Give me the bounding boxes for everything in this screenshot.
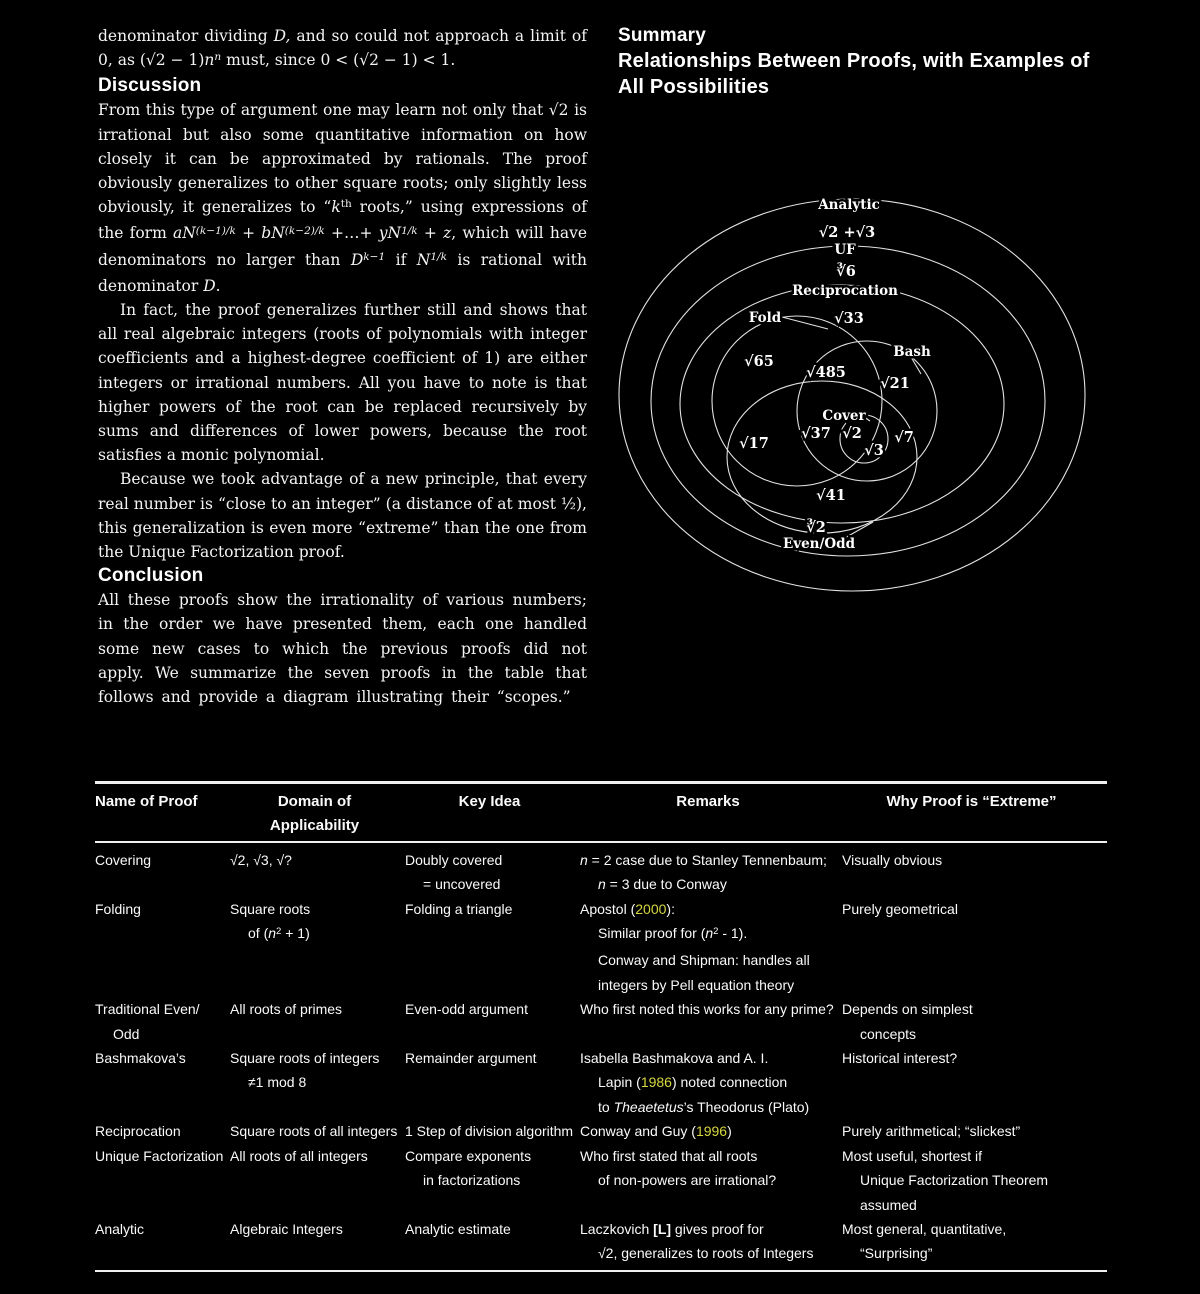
bash-circle	[797, 341, 937, 481]
table-cell-line	[842, 1168, 1101, 1192]
table-cell-line	[405, 997, 574, 1021]
text-segment: bN	[261, 224, 285, 243]
text-segment: Historical interest?	[842, 1050, 958, 1067]
text-segment: Theaetetus	[613, 1098, 684, 1115]
text-segment: Folding	[95, 900, 141, 917]
uf-label: UF	[834, 242, 856, 258]
table-cell-remarks	[580, 1217, 842, 1266]
text-segment: 2	[713, 925, 719, 937]
table-cell-name	[95, 997, 230, 1046]
text-segment: √2, √3, √?	[230, 851, 292, 868]
text-segment: , which will have denominators no larger than	[98, 224, 587, 269]
bash-label: Bash	[893, 344, 931, 360]
table-cell-domain	[230, 1144, 405, 1168]
sqrt21-label: √21	[880, 375, 910, 392]
text-segment: N	[416, 250, 431, 269]
table-cell-line	[842, 1022, 1101, 1046]
discussion-heading: Discussion	[98, 75, 202, 97]
text-segment: Traditional Even/	[95, 1001, 200, 1018]
header-label: Key Idea	[458, 793, 521, 810]
text-segment: Square roots	[230, 900, 311, 917]
text-segment: of (	[248, 925, 269, 942]
text-segment: Even-odd argument	[405, 1001, 528, 1018]
text-segment: Square roots of all integers	[230, 1123, 398, 1140]
analytic-label: Analytic	[818, 197, 880, 213]
text-segment: 1 Step of division algorithm	[405, 1123, 574, 1140]
text-segment: assumed	[860, 1196, 917, 1213]
sqrt3-label: √3	[864, 442, 884, 459]
text-segment: )	[727, 1123, 732, 1140]
text-segment: Unique Factorization	[95, 1147, 224, 1164]
text-segment: n	[204, 51, 215, 70]
table-cell-key	[405, 997, 580, 1021]
summary-heading: Summary	[618, 25, 706, 46]
table-bottom-rule	[95, 1270, 1107, 1272]
table-cell-line	[405, 1168, 574, 1192]
text-segment: gives proof for	[671, 1220, 764, 1237]
sqrt2-label: √2	[842, 425, 862, 442]
table-cell-key	[405, 1119, 580, 1143]
sqrt37-label: √37	[801, 425, 831, 442]
text-segment: In fact, the proof generalizes further still and shows that all real algebraic integers (roots of polynomials with integer coefficients and a highest-degree coefficient of 1) are either integers or irrational numbers. All you have to note is that higher powers of the root can be replaced recursively by sums and differences of lower powers, because the root satisfies a monic polynomial.	[98, 301, 587, 465]
text-segment: = 3 due to Conway	[605, 876, 727, 893]
text-segment: Reciprocation	[95, 1123, 181, 1140]
text-segment: Covering	[95, 851, 152, 868]
text-segment: aN	[172, 224, 196, 243]
sqrt33-label: √33	[834, 310, 864, 327]
table-cell-name	[95, 1046, 230, 1070]
table-cell-remarks	[580, 848, 842, 897]
table-cell-line	[230, 1217, 399, 1241]
text-segment: Conway and Guy (	[580, 1123, 696, 1140]
table-row	[95, 1119, 1107, 1143]
table-cell-key	[405, 1144, 580, 1193]
table-cell-line	[230, 897, 399, 921]
text-segment: th	[340, 198, 352, 211]
table-cell-line	[580, 1168, 836, 1192]
text-segment: Who first stated that all roots	[580, 1147, 758, 1164]
text-segment: D,	[273, 27, 291, 45]
text-segment: All roots of all integers	[230, 1147, 368, 1164]
reciprocation-label: Reciprocation	[792, 283, 898, 299]
table-cell-line	[95, 1217, 224, 1241]
text-segment: is rational with denominator	[98, 250, 587, 295]
table-cell-key	[405, 897, 580, 921]
table-cell-remarks	[580, 997, 842, 1021]
text-segment: Lapin (	[598, 1074, 641, 1091]
table-cell-line	[230, 1144, 399, 1168]
header-domain-of-applicability	[230, 790, 405, 839]
table-cell-key	[405, 1217, 580, 1241]
table-cell-line	[95, 997, 224, 1021]
table-header-row	[95, 790, 1107, 839]
table-cell-line	[580, 1046, 836, 1070]
table-cell-line	[842, 897, 1101, 921]
sqrt485-label: √485	[806, 364, 846, 381]
text-segment: Algebraic Integers	[230, 1220, 343, 1237]
text-segment: Analytic estimate	[405, 1220, 511, 1237]
table-cell-line	[405, 1119, 574, 1143]
text-segment: to	[598, 1098, 614, 1115]
discussion-paragraph-2	[98, 298, 587, 467]
header-label: Domain of	[277, 793, 352, 810]
text-segment: n	[214, 51, 222, 64]
table-cell-line	[580, 897, 836, 921]
table-cell-line	[580, 973, 836, 997]
table-cell-line	[580, 1119, 836, 1143]
text-segment: Most useful, shortest if	[842, 1147, 983, 1164]
text-segment: if	[385, 250, 417, 269]
table-cell-line	[95, 1144, 224, 1168]
right-column	[618, 24, 1107, 100]
sqrt65-label: √65	[744, 353, 774, 370]
text-segment: yN	[378, 224, 402, 243]
even-odd-ellipse	[727, 381, 917, 533]
text-segment: n	[598, 876, 606, 893]
text-segment: ’s Theodorus (Plato)	[683, 1098, 810, 1115]
table-cell-remarks	[580, 897, 842, 998]
text-segment: Depends on simplest	[842, 1001, 973, 1018]
table-cell-line	[580, 1217, 836, 1241]
text-segment: in factorizations	[423, 1172, 521, 1189]
cbrt2-label: ∛2	[806, 519, 826, 536]
cover-label: Cover	[822, 408, 866, 424]
text-segment: [L]	[653, 1220, 672, 1237]
text-segment: 1986	[640, 1074, 672, 1091]
sqrt7-label: √7	[894, 429, 914, 446]
table-cell-line	[95, 1046, 224, 1070]
table-cell-line	[580, 1144, 836, 1168]
text-segment: n	[580, 851, 588, 868]
text-segment: .	[215, 276, 221, 295]
table-cell-domain	[230, 1119, 405, 1143]
text-segment: Conway and Shipman: handles all	[598, 952, 810, 969]
table-cell-name	[95, 1217, 230, 1241]
table-row	[95, 1217, 1107, 1266]
cbrt6-label: ∛6	[836, 263, 856, 280]
table-cell-remarks	[580, 1144, 842, 1193]
text-segment: n	[705, 925, 714, 942]
table-cell-line	[842, 997, 1101, 1021]
conclusion-paragraph	[98, 588, 587, 709]
text-segment: From this type of argument one may learn not only that √2 is irrational but also some quantitative information on how closely it can be approximated by rationals. The proof obviously generalizes to other square roots; only slightly less obviously, it generalizes to “	[98, 101, 587, 217]
text-segment: Who first noted this works for any prime?	[580, 1001, 834, 1018]
text-segment: z	[443, 224, 452, 243]
text-segment: - 1).	[718, 925, 748, 942]
relationships-heading: Relationships Between Proofs, with Examples of All Possibilities	[618, 50, 1090, 98]
table-cell-line	[580, 1241, 836, 1265]
table-body	[95, 848, 1107, 1266]
table-cell-why	[842, 1046, 1107, 1070]
table-cell-why	[842, 1217, 1107, 1266]
table-cell-line	[580, 1070, 836, 1094]
fold-label: Fold	[748, 310, 782, 326]
table-cell-why	[842, 897, 1107, 921]
table-row	[95, 997, 1107, 1046]
text-segment: k−1	[363, 250, 386, 263]
table-cell-line	[405, 1217, 574, 1241]
text-segment: k	[331, 198, 341, 217]
text-segment: ≠1 mod 8	[248, 1074, 307, 1091]
text-segment: Bashmakova’s	[95, 1050, 186, 1067]
table-cell-name	[95, 1119, 230, 1143]
text-segment: n	[268, 925, 277, 942]
text-segment: = uncovered	[423, 876, 501, 893]
table-cell-line	[405, 1046, 574, 1070]
table-cell-line	[230, 921, 399, 948]
table-cell-name	[95, 1144, 230, 1168]
text-segment: of non-powers are irrational?	[598, 1172, 777, 1189]
left-column	[98, 24, 587, 709]
table-cell-key	[405, 848, 580, 897]
text-segment: Apostol (	[580, 900, 636, 917]
text-segment: Visually obvious	[842, 851, 943, 868]
table-row	[95, 1144, 1107, 1217]
even-odd-label: Even/Odd	[782, 536, 856, 552]
text-segment: Unique Factorization Theorem	[860, 1172, 1049, 1189]
proof-scopes-venn-diagram	[612, 183, 1092, 607]
text-segment: +	[235, 224, 262, 243]
table-cell-name	[95, 897, 230, 921]
sqrt2-plus-sqrt3-label: √2 +√3	[818, 224, 876, 241]
text-segment: and so could not approach a limit of 0, as (√2 − 1)	[98, 27, 587, 70]
text-segment: All roots of primes	[230, 1001, 343, 1018]
conclusion-heading: Conclusion	[98, 565, 204, 587]
table-cell-line	[230, 1046, 399, 1070]
discussion-paragraph-3	[98, 467, 587, 564]
text-segment: Because we took advantage of a new principle, that every real number is “close to an integer” (a distance of at most ½), this generalization is even more “extreme” than the one from the Unique Factorization proof.	[98, 470, 587, 562]
header-label: Name of Proof	[95, 793, 198, 810]
table-cell-domain	[230, 1046, 405, 1095]
text-segment: = 2 case due to Stanley Tennenbaum;	[587, 851, 827, 868]
text-segment: Isabella Bashmakova and A. I.	[580, 1050, 769, 1067]
table-cell-why	[842, 1119, 1107, 1143]
table-cell-line	[405, 848, 574, 872]
table-cell-domain	[230, 1217, 405, 1241]
table-cell-line	[230, 997, 399, 1021]
table-cell-line	[842, 1046, 1101, 1070]
table-cell-line	[842, 1217, 1101, 1241]
text-segment: Purely arithmetical; “slickest”	[842, 1123, 1021, 1140]
header-why-extreme	[842, 790, 1107, 814]
text-segment: Most general, quantitative,	[842, 1220, 1007, 1237]
table-cell-domain	[230, 897, 405, 949]
table-cell-line	[580, 921, 836, 948]
text-segment: Odd	[113, 1025, 140, 1042]
table-cell-name	[95, 848, 230, 872]
header-label: Why Proof is “Extreme”	[886, 793, 1057, 810]
text-segment: Analytic	[95, 1220, 145, 1237]
table-cell-line	[405, 872, 574, 896]
text-segment: Doubly covered	[405, 851, 503, 868]
table-cell-why	[842, 997, 1107, 1046]
table-cell-line	[842, 848, 1101, 872]
text-segment: D	[350, 250, 364, 269]
table-cell-line	[842, 1241, 1101, 1265]
table-cell-line	[405, 1144, 574, 1168]
sqrt41-label: √41	[816, 487, 846, 504]
text-segment: concepts	[860, 1025, 917, 1042]
header-key-idea	[405, 790, 580, 814]
table-cell-line	[95, 897, 224, 921]
text-segment: must, since 0 < (√2 − 1) < 1.	[221, 51, 456, 70]
table-cell-line	[842, 1193, 1101, 1217]
table-cell-line	[842, 1144, 1101, 1168]
discussion-paragraph-1	[98, 98, 587, 298]
table-cell-why	[842, 1144, 1107, 1217]
table-cell-why	[842, 848, 1107, 872]
table-row	[95, 897, 1107, 998]
table-cell-line	[580, 948, 836, 972]
table-header-rule	[95, 841, 1107, 843]
header-label: Remarks	[676, 793, 740, 810]
text-segment: Square roots of integers	[230, 1050, 380, 1067]
text-segment: + 1)	[281, 925, 310, 942]
text-segment: 1/k	[430, 250, 447, 263]
text-segment: ) noted connection	[671, 1074, 788, 1091]
text-segment: ):	[666, 900, 675, 917]
fold-pointer-line	[782, 317, 828, 329]
table-cell-line	[580, 997, 836, 1021]
table-cell-line	[95, 848, 224, 872]
text-segment: Remainder argument	[405, 1050, 537, 1067]
text-segment: +…+	[324, 224, 379, 243]
text-segment: Folding a triangle	[405, 900, 513, 917]
text-segment: Purely geometrical	[842, 900, 958, 917]
table-cell-line	[405, 897, 574, 921]
text-segment: 1996	[695, 1123, 728, 1140]
table-cell-domain	[230, 997, 405, 1021]
table-cell-line	[580, 1095, 836, 1119]
text-segment: 2	[276, 925, 282, 937]
text-segment: D	[203, 276, 216, 295]
table-cell-line	[95, 1119, 224, 1143]
table-cell-line	[230, 848, 399, 872]
header-label: Applicability	[269, 817, 360, 835]
text-segment: 2000	[635, 900, 667, 917]
table-cell-remarks	[580, 1046, 842, 1119]
text-segment: 1/k	[401, 224, 418, 237]
text-segment: roots,” using expressions of the form	[98, 198, 587, 243]
table-cell-line	[580, 848, 836, 872]
proofs-summary-table	[95, 781, 1107, 1272]
table-cell-line	[230, 1070, 399, 1094]
table-cell-domain	[230, 848, 405, 872]
sqrt17-label: √17	[739, 435, 769, 452]
table-cell-key	[405, 1046, 580, 1070]
table-cell-line	[95, 1022, 224, 1046]
table-row	[95, 1046, 1107, 1119]
text-segment: √2, generalizes to roots of Integers	[598, 1245, 814, 1262]
text-segment: Laczkovich	[580, 1220, 654, 1237]
paragraph-continuation	[98, 24, 587, 74]
header-name-of-proof	[95, 790, 230, 814]
table-cell-line	[842, 1119, 1101, 1143]
table-top-rule	[95, 781, 1107, 784]
text-segment: All these proofs show the irrationality of various numbers; in the order we have presented them, each one handled some new cases to which the previous proofs did not apply. We summarize the seven proofs in the table that follows and provide a diagram illustrating their “scopes.”	[98, 591, 587, 707]
header-remarks	[580, 790, 842, 814]
text-segment: “Surprising”	[860, 1245, 933, 1262]
text-segment: (k−1)/k	[195, 224, 236, 237]
text-segment: Compare exponents	[405, 1147, 532, 1164]
table-cell-line	[230, 1119, 399, 1143]
text-segment: (k−2)/k	[284, 224, 325, 237]
text-segment: integers by Pell equation theory	[598, 976, 795, 993]
text-segment: denominator dividing	[98, 27, 274, 45]
text-segment: +	[417, 224, 444, 243]
text-segment: Similar proof for (	[598, 925, 706, 942]
table-cell-remarks	[580, 1119, 842, 1143]
table-row	[95, 848, 1107, 897]
table-cell-line	[580, 872, 836, 896]
